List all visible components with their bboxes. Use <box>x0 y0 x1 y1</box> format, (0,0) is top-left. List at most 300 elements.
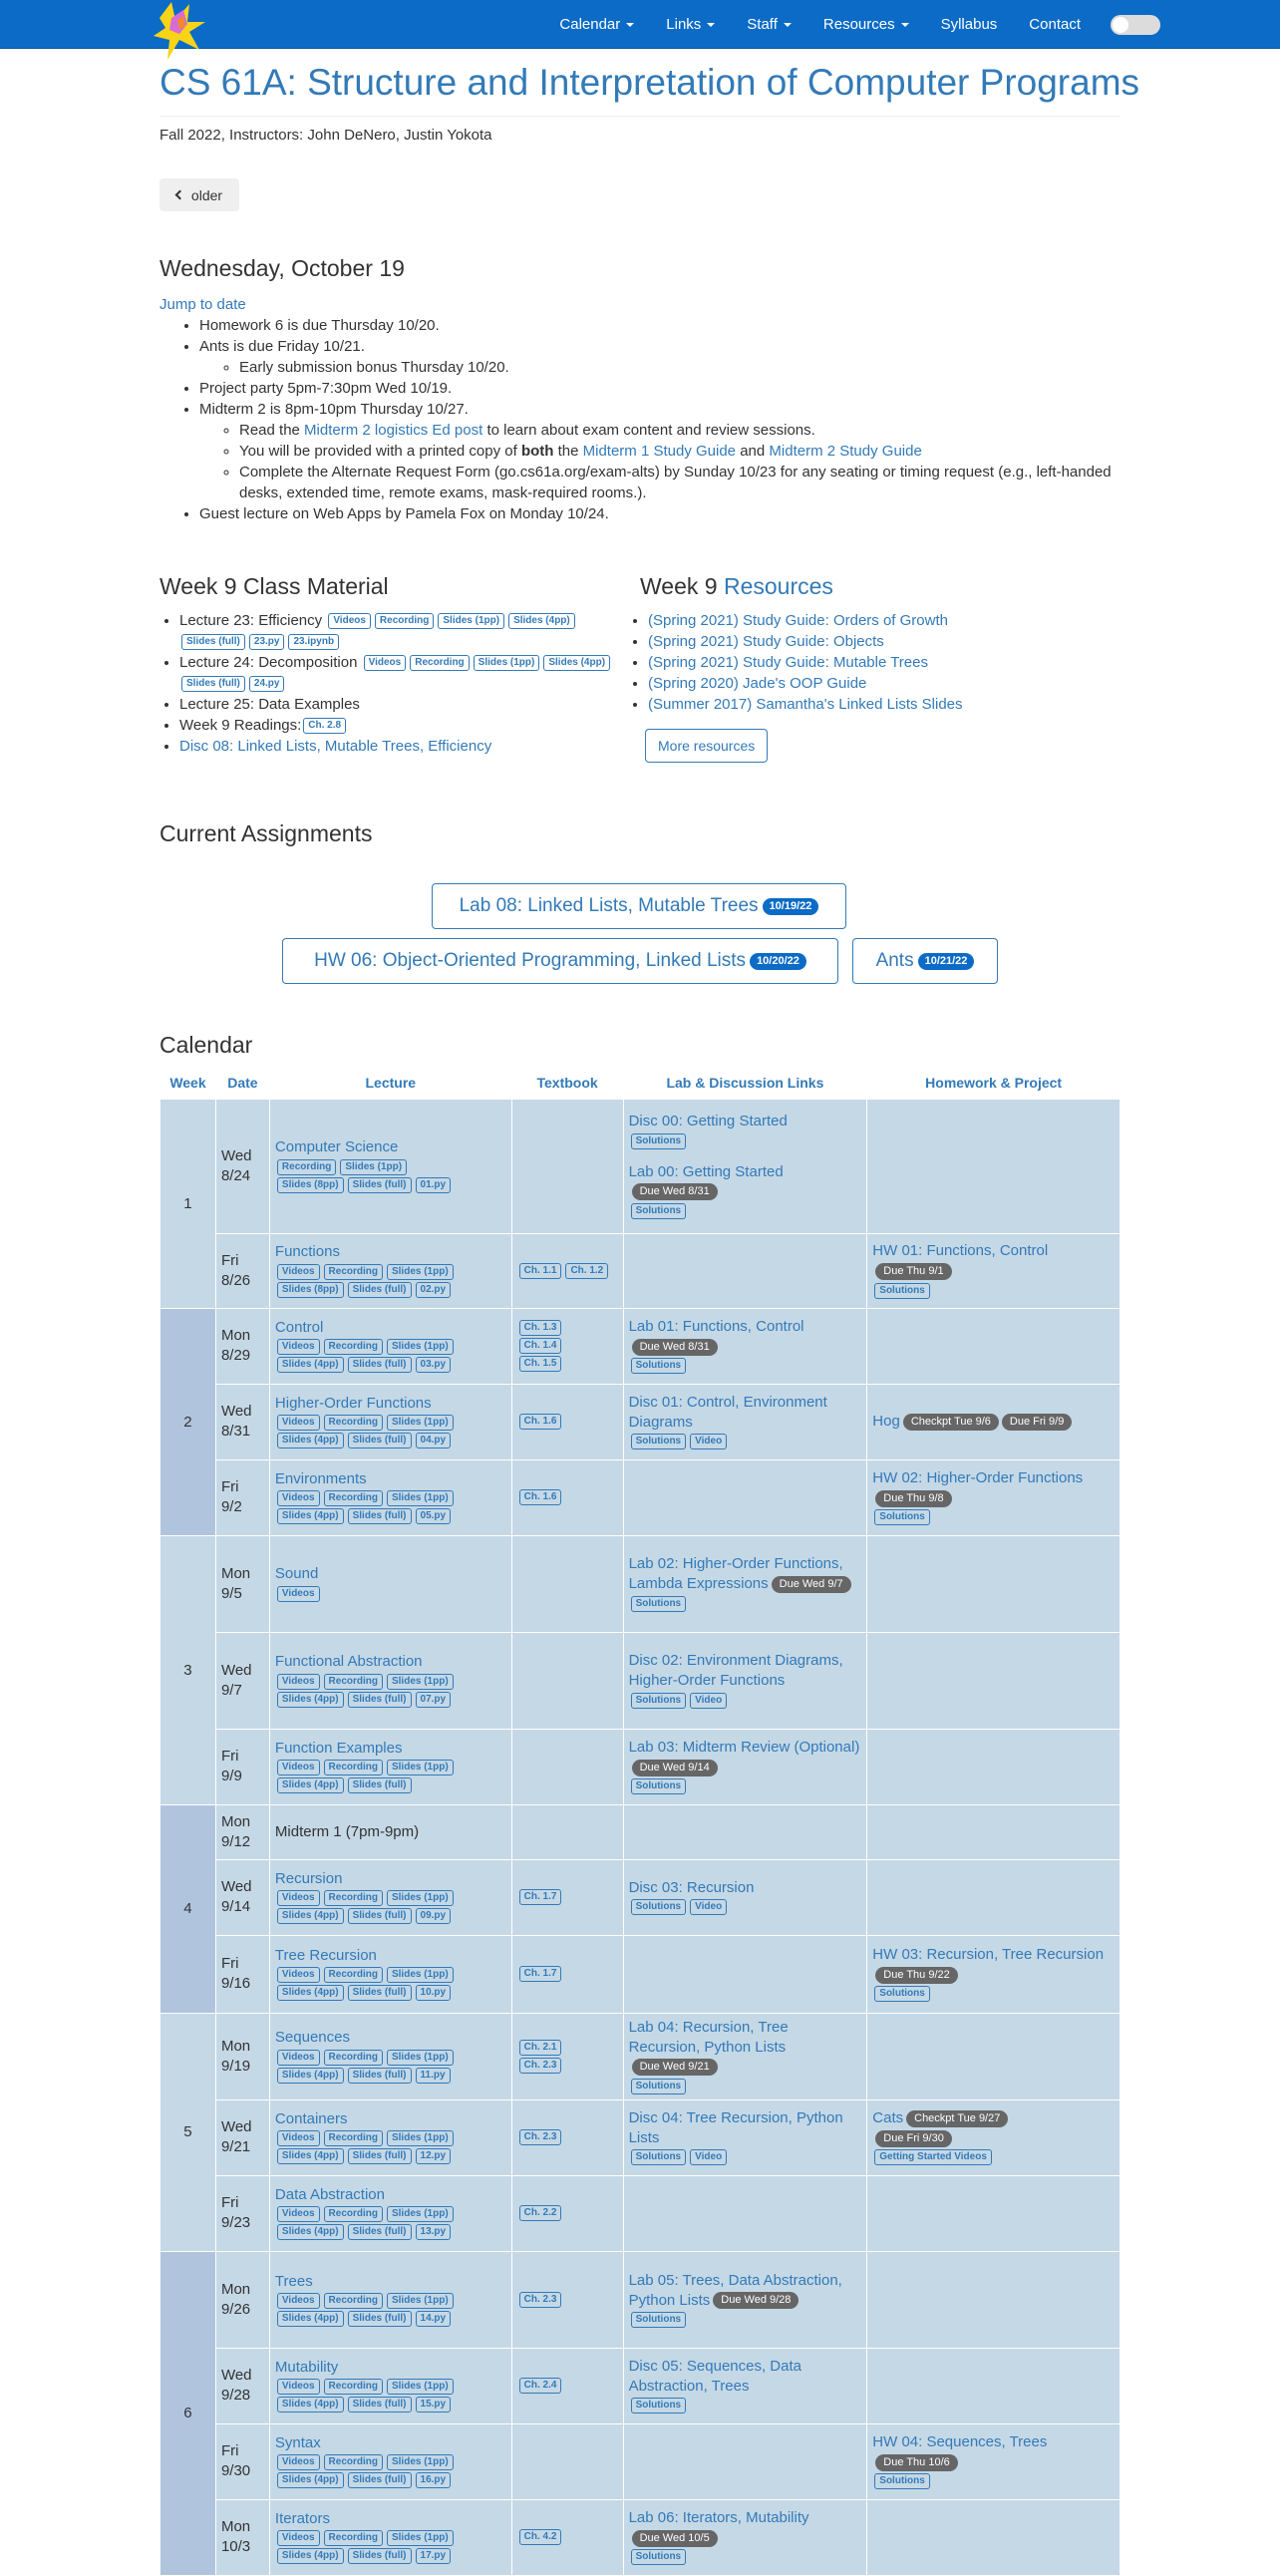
date-value: 9/26 <box>220 2300 251 2318</box>
slides-full-badge[interactable]: Slides (full) <box>348 1177 412 1193</box>
slides-4pp-badge[interactable]: Slides (4pp) <box>277 2148 344 2164</box>
midterm1-study-guide-link[interactable]: Midterm 1 Study Guide <box>582 443 737 460</box>
midterm2-study-guide-link[interactable]: Midterm 2 Study Guide <box>769 443 922 460</box>
ch-1-7-badge[interactable]: Ch. 1.7 <box>519 1966 562 1982</box>
videos-badge[interactable]: Videos <box>277 2379 320 2395</box>
lecture-link[interactable]: Recursion <box>274 1869 343 1887</box>
announcement-item: • Project party 5pm-7:30pm Wed 10/19. <box>199 378 1120 399</box>
slides-4pp-badge[interactable]: Slides (4pp) <box>277 1692 344 1708</box>
videos-badge[interactable]: Videos <box>277 2454 320 2470</box>
solutions-badge[interactable]: Solutions <box>631 1133 687 1149</box>
textbook-cell <box>511 1859 623 1935</box>
textbook-cell <box>511 2175 623 2251</box>
lab-link[interactable]: Disc 02: Environment Diagrams, Higher-Order Functions <box>628 1652 843 1690</box>
due-badge: 10/19/22 <box>763 898 819 915</box>
lecture-link[interactable]: Iterators <box>274 2510 330 2527</box>
lab-link[interactable]: Lab 00: Getting Started <box>628 1162 784 1180</box>
jump-to-date-link[interactable]: Jump to date <box>160 296 246 313</box>
recording-badge[interactable]: Recording <box>324 1490 383 1506</box>
ch-4-2-badge[interactable]: Ch. 4.2 <box>519 2529 562 2545</box>
due-date-badge: Due Wed 8/31 <box>632 1339 718 1356</box>
slides-full-badge[interactable]: Slides (full) <box>348 2548 412 2564</box>
lecture-item <box>179 652 638 694</box>
12-py-badge[interactable]: 12.py <box>416 2148 452 2164</box>
badge-row <box>275 1262 506 1280</box>
slides-1pp-badge[interactable]: Slides (1pp) <box>340 1159 407 1175</box>
date-day: Wed <box>220 1146 252 1164</box>
lab-link[interactable]: Lab 01: Functions, Control <box>628 1317 804 1335</box>
solutions-badge[interactable]: Solutions <box>631 2549 687 2565</box>
week-number: 4 <box>160 1804 216 2013</box>
recording-badge[interactable]: Recording <box>324 2050 383 2066</box>
nav-staff[interactable] <box>731 16 807 33</box>
slides-4pp-badge[interactable]: Slides (4pp) <box>277 1357 344 1373</box>
solutions-badge[interactable]: Solutions <box>631 2149 687 2165</box>
title-text: Week 9 <box>640 573 724 599</box>
lab-link[interactable]: Disc 03: Recursion <box>628 1878 755 1896</box>
ch-1-3-badge[interactable]: Ch. 1.3 <box>519 1320 562 1336</box>
getting-started-videos-badge[interactable]: Getting Started Videos <box>874 2149 992 2165</box>
solutions-badge[interactable]: Solutions <box>631 1358 687 1374</box>
13-py-badge[interactable]: 13.py <box>416 2224 452 2240</box>
lecture-link[interactable]: Functions <box>274 1243 340 1261</box>
slides-1pp-badge[interactable]: Slides (1pp) <box>387 1415 454 1431</box>
videos-badge[interactable]: Videos <box>277 2293 320 2309</box>
slides-1pp-badge[interactable]: Slides (1pp) <box>387 1967 454 1983</box>
badge-row <box>275 1507 506 1525</box>
lab-cell <box>623 1859 867 1935</box>
text-bold: both <box>520 443 554 460</box>
lecture-link[interactable]: Higher-Order Functions <box>274 1394 432 1412</box>
calendar-row <box>160 1535 1120 1632</box>
slides-full-badge[interactable]: Slides (full) <box>348 1908 412 1924</box>
07-py-badge[interactable]: 07.py <box>416 1692 452 1708</box>
date-cell <box>215 1729 269 1804</box>
badge-row <box>517 1888 618 1906</box>
homework-dates <box>872 2128 1115 2148</box>
date-cell <box>215 2348 269 2423</box>
slides-full-badge[interactable]: Slides (full) <box>348 1282 412 1298</box>
videos-badge[interactable]: Videos <box>277 2206 320 2222</box>
lecture-link[interactable]: Trees <box>274 2272 313 2290</box>
calendar-row <box>160 2499 1120 2575</box>
lecture-link[interactable]: Control <box>274 1318 324 1336</box>
midterm2-logistics-link[interactable]: Midterm 2 logistics Ed post <box>304 422 483 439</box>
videos-badge[interactable]: Videos <box>277 1490 320 1506</box>
lecture-link[interactable]: Tree Recursion <box>274 1946 377 1964</box>
week-resources-title <box>640 573 1119 600</box>
nav-menu <box>543 0 1160 49</box>
date-day: Mon <box>220 2518 251 2536</box>
badge-row <box>517 1488 618 1506</box>
nav-resources[interactable] <box>807 16 925 33</box>
recording-badge[interactable]: Recording <box>324 1339 383 1355</box>
ch-1-6-badge[interactable]: Ch. 1.6 <box>519 1489 562 1505</box>
homework-entry <box>872 1412 1115 1432</box>
ants-assignment-button[interactable] <box>852 938 998 984</box>
readings-item <box>179 715 638 736</box>
videos-badge[interactable]: Videos <box>277 2530 320 2546</box>
slides-1pp-badge[interactable]: Slides (1pp) <box>387 2206 454 2222</box>
homework-cell <box>867 1729 1120 1804</box>
date-day: Wed <box>220 2367 252 2385</box>
text: You will be provided with a printed copy of <box>239 443 521 460</box>
solutions-badge[interactable]: Solutions <box>874 2473 930 2489</box>
assignment-label: HW 06: Object-Oriented Programming, Linked Lists <box>314 950 747 971</box>
slides-1pp-badge[interactable]: Slides (1pp) <box>387 1339 454 1355</box>
slides-1pp-badge[interactable]: Slides (1pp) <box>387 1890 454 1906</box>
calendar-row <box>160 2013 1120 2099</box>
ch-2-1-badge[interactable]: Ch. 2.1 <box>519 2040 562 2056</box>
slides-8pp-badge[interactable]: Slides (8pp) <box>277 1282 344 1298</box>
01-py-badge[interactable]: 01.py <box>416 1177 452 1193</box>
solutions-badge[interactable]: Solutions <box>631 1596 687 1612</box>
lab-link[interactable]: Disc 05: Sequences, Data Abstraction, Trees <box>628 2358 801 2396</box>
slides-1pp-badge[interactable]: Slides (1pp) <box>387 2050 454 2066</box>
badge-row <box>275 1759 506 1776</box>
resource-link[interactable]: (Summer 2017) Samantha's Linked Lists Slides <box>648 696 963 713</box>
ch-2-2-badge[interactable]: Ch. 2.2 <box>519 2205 562 2221</box>
dark-mode-toggle[interactable] <box>1111 15 1160 35</box>
solutions-badge[interactable]: Solutions <box>874 1986 930 2002</box>
resource-link[interactable]: (Spring 2021) Study Guide: Orders of Growth <box>648 612 948 629</box>
date-cell <box>215 2499 269 2575</box>
slides-full-badge[interactable]: Slides (full) <box>348 2148 412 2164</box>
homework-link[interactable]: HW 01: Functions, Control <box>872 1242 1049 1260</box>
solutions-badge[interactable]: Solutions <box>631 1899 687 1915</box>
badge-row <box>275 2205 506 2223</box>
videos-badge[interactable]: Videos <box>277 1674 320 1690</box>
resource-link[interactable]: (Spring 2021) Study Guide: Mutable Trees <box>648 654 928 671</box>
02-py-badge[interactable]: 02.py <box>416 1282 452 1298</box>
recording-badge[interactable]: Recording <box>277 1159 336 1175</box>
slides-full-badge[interactable]: Slides (full) <box>348 2224 412 2240</box>
lab-link[interactable]: Lab 04: Recursion, Tree Recursion, Python Lists <box>628 2018 789 2056</box>
slides-1pp-badge[interactable]: Slides (1pp) <box>474 655 540 671</box>
recording-badge[interactable]: Recording <box>324 2530 383 2546</box>
lab-link[interactable]: Lab 06: Iterators, Mutability <box>628 2509 809 2527</box>
week-material-title: Week 9 Class Material <box>160 573 389 599</box>
slides-full-badge[interactable]: Slides (full) <box>181 634 245 650</box>
videos-badge[interactable]: Videos <box>277 1967 320 1983</box>
textbook-cell <box>511 1384 623 1459</box>
15-py-badge[interactable]: 15.py <box>416 2397 452 2413</box>
lab-cell <box>623 1308 867 1384</box>
recording-badge[interactable]: Recording <box>324 1674 383 1690</box>
date-badge: Due Fri 9/30 <box>875 2130 952 2147</box>
lab-entry <box>629 1162 862 1202</box>
videos-badge[interactable]: Videos <box>277 1339 320 1355</box>
homework-cell <box>867 1935 1120 2013</box>
week-material-list <box>160 610 638 757</box>
badge-row <box>275 2547 506 2565</box>
hw06-assignment-button[interactable] <box>282 938 838 984</box>
due-date-badge: Due Thu 9/1 <box>875 1263 951 1280</box>
code-badge[interactable]: 23.py <box>249 634 285 650</box>
04-py-badge[interactable]: 04.py <box>416 1433 452 1449</box>
slides-4pp-badge[interactable]: Slides (4pp) <box>277 2548 344 2564</box>
date-value: 9/9 <box>220 1768 242 1784</box>
slides-4pp-badge[interactable]: Slides (4pp) <box>277 1908 344 1924</box>
lab-link[interactable]: Lab 05: Trees, Data Abstraction, Python Lists <box>628 2271 842 2309</box>
nav-calendar[interactable] <box>543 16 650 33</box>
date-cell <box>215 1935 269 2013</box>
lecture-cell <box>269 1935 511 2013</box>
slides-4pp-badge[interactable]: Slides (4pp) <box>277 2311 344 2327</box>
homework-link[interactable]: Cats <box>872 2109 904 2127</box>
badge-row <box>629 1202 862 1220</box>
date-cell <box>215 2423 269 2499</box>
calendar-row <box>160 2423 1120 2499</box>
badge-row <box>629 1594 862 1612</box>
slides-4pp-badge[interactable]: Slides (4pp) <box>508 613 575 629</box>
videos-badge[interactable]: Videos <box>277 1415 320 1431</box>
14-py-badge[interactable]: 14.py <box>416 2311 452 2327</box>
slides-full-badge[interactable]: Slides (full) <box>348 2472 412 2488</box>
slides-1pp-badge[interactable]: Slides (1pp) <box>387 1760 454 1775</box>
16-py-badge[interactable]: 16.py <box>416 2472 452 2488</box>
homework-cell <box>867 1459 1120 1535</box>
lecture-link[interactable]: Function Examples <box>274 1739 403 1757</box>
lab-cell <box>623 1729 867 1804</box>
video-badge[interactable]: Video <box>690 2149 727 2165</box>
slides-1pp-badge[interactable]: Slides (1pp) <box>387 2454 454 2470</box>
cs61a-logo[interactable] <box>150 0 209 64</box>
calendar-row <box>160 1859 1120 1935</box>
badge-row <box>275 1907 506 1925</box>
videos-badge[interactable]: Videos <box>277 2050 320 2066</box>
homework-link[interactable]: HW 03: Recursion, Tree Recursion <box>872 1945 1105 1963</box>
toggle-knob <box>1113 17 1128 33</box>
disc08-link[interactable]: Disc 08: Linked Lists, Mutable Trees, Efficiency <box>179 738 492 755</box>
date-value: 9/12 <box>220 1832 251 1850</box>
slides-full-badge[interactable]: Slides (full) <box>348 2068 412 2084</box>
recording-badge[interactable]: Recording <box>324 2130 383 2146</box>
nav-syllabus[interactable] <box>925 16 1014 33</box>
slides-4pp-badge[interactable]: Slides (4pp) <box>277 2224 344 2240</box>
ch-1-5-badge[interactable]: Ch. 1.5 <box>519 1356 562 1372</box>
slides-1pp-badge[interactable]: Slides (1pp) <box>387 2130 454 2146</box>
ch-1-6-badge[interactable]: Ch. 1.6 <box>519 1414 562 1430</box>
due-badge: 10/20/22 <box>750 953 806 970</box>
date-day: Mon <box>220 2280 251 2298</box>
videos-badge[interactable]: Videos <box>277 1890 320 1906</box>
badge-row <box>275 2048 506 2066</box>
lecture-link[interactable]: Sequences <box>274 2029 350 2047</box>
badge-row <box>275 1966 506 1984</box>
slides-4pp-badge[interactable]: Slides (4pp) <box>277 1985 344 2001</box>
nav-links[interactable] <box>650 16 731 33</box>
solutions-badge[interactable]: Solutions <box>874 1509 930 1525</box>
ch-1-1-badge[interactable]: Ch. 1.1 <box>519 1263 562 1279</box>
videos-badge[interactable]: Videos <box>328 613 371 629</box>
videos-badge[interactable]: Videos <box>277 1264 320 1280</box>
resources-link[interactable]: Resources <box>723 573 833 599</box>
slides-4pp-badge[interactable]: Slides (4pp) <box>277 2068 344 2084</box>
recording-badge[interactable]: Recording <box>324 1760 383 1775</box>
chapter-badge[interactable]: Ch. 2.8 <box>303 718 346 734</box>
older-button[interactable] <box>160 178 239 211</box>
date-cell <box>215 2013 269 2099</box>
ch-2-3-badge[interactable]: Ch. 2.3 <box>519 2292 562 2308</box>
slides-4pp-badge[interactable]: Slides (4pp) <box>543 655 610 671</box>
slides-full-badge[interactable]: Slides (full) <box>348 1433 412 1449</box>
badge-row <box>629 1357 862 1375</box>
slides-1pp-badge[interactable]: Slides (1pp) <box>387 1264 454 1280</box>
17-py-badge[interactable]: 17.py <box>416 2548 452 2564</box>
homework-cell <box>867 2499 1120 2575</box>
solutions-badge[interactable]: Solutions <box>631 1693 687 1709</box>
05-py-badge[interactable]: 05.py <box>416 1508 452 1524</box>
solutions-badge[interactable]: Solutions <box>631 2312 687 2328</box>
announcement <box>160 255 1120 524</box>
videos-badge[interactable]: Videos <box>277 1760 320 1775</box>
slides-1pp-badge[interactable]: Slides (1pp) <box>438 613 504 629</box>
lecture-link[interactable]: Sound <box>274 1565 319 1583</box>
lecture-item: • Lecture 25: Data Examples <box>179 694 638 715</box>
date-value: 9/5 <box>220 1584 242 1602</box>
resource-link[interactable]: (Spring 2020) Jade's OOP Guide <box>648 675 867 692</box>
lecture-link[interactable]: Containers <box>274 2110 348 2127</box>
slides-1pp-badge[interactable]: Slides (1pp) <box>387 2530 454 2546</box>
slides-full-badge[interactable]: Slides (full) <box>348 1777 412 1793</box>
homework-cell <box>867 2175 1120 2251</box>
date-cell <box>215 1459 269 1535</box>
slides-4pp-badge[interactable]: Slides (4pp) <box>277 1508 344 1524</box>
slides-1pp-badge[interactable]: Slides (1pp) <box>387 1674 454 1690</box>
calendar-table <box>160 1067 1120 2576</box>
slides-full-badge[interactable]: Slides (full) <box>348 1692 412 1708</box>
lab-link[interactable]: Lab 02: Higher-Order Functions, Lambda Expressions <box>628 1555 843 1593</box>
recording-badge[interactable]: Recording <box>375 613 434 629</box>
more-resources-button[interactable]: More resources <box>645 729 768 763</box>
lecture-link[interactable]: Environments <box>274 1469 367 1487</box>
slides-full-badge[interactable]: Slides (full) <box>348 1508 412 1524</box>
badge-row <box>629 1131 862 1149</box>
videos-badge[interactable]: Videos <box>277 2130 320 2146</box>
recording-badge[interactable]: Recording <box>324 2206 383 2222</box>
solutions-badge[interactable]: Solutions <box>631 1778 687 1794</box>
lab-entry <box>629 1317 862 1357</box>
video-badge[interactable]: Video <box>690 1693 727 1709</box>
lecture-link[interactable]: Mutability <box>274 2359 339 2376</box>
badge-row <box>629 2311 862 2329</box>
videos-badge[interactable]: Videos <box>277 1586 320 1602</box>
lab-entry <box>629 2357 862 2397</box>
ch-1-2-badge[interactable]: Ch. 1.2 <box>565 1263 608 1279</box>
date-badge: Checkpt Tue 9/6 <box>903 1414 999 1431</box>
slides-full-badge[interactable]: Slides (full) <box>348 2311 412 2327</box>
slides-full-badge[interactable]: Slides (full) <box>348 2397 412 2413</box>
lab08-assignment-button[interactable] <box>432 883 846 929</box>
recording-badge[interactable]: Recording <box>324 2454 383 2470</box>
homework-link[interactable]: HW 02: Higher-Order Functions <box>872 1468 1084 1486</box>
recording-badge[interactable]: Recording <box>324 1264 383 1280</box>
recording-badge[interactable]: Recording <box>410 655 469 671</box>
nav-syllabus-label: Syllabus <box>940 16 998 33</box>
recording-badge[interactable]: Recording <box>324 1415 383 1431</box>
recording-badge[interactable]: Recording <box>324 1967 383 1983</box>
slides-1pp-badge[interactable]: Slides (1pp) <box>387 2293 454 2309</box>
date-day: Wed <box>220 1661 252 1679</box>
notebook-badge[interactable]: 23.ipynb <box>288 634 339 650</box>
solutions-badge[interactable]: Solutions <box>874 1283 930 1299</box>
solutions-badge[interactable]: Solutions <box>631 2398 687 2414</box>
slides-4pp-badge[interactable]: Slides (4pp) <box>277 1777 344 1793</box>
textbook-cell <box>511 1535 623 1632</box>
solutions-badge[interactable]: Solutions <box>631 1434 687 1449</box>
text: Read the <box>239 422 305 439</box>
ch-2-3-badge[interactable]: Ch. 2.3 <box>519 2129 562 2145</box>
recording-badge[interactable]: Recording <box>324 2293 383 2309</box>
lecture-link[interactable]: Data Abstraction <box>274 2186 385 2203</box>
date-badge: Checkpt Tue 9/27 <box>906 2110 1008 2127</box>
lecture-cell <box>269 2175 511 2251</box>
slides-1pp-badge[interactable]: Slides (1pp) <box>387 1490 454 1506</box>
recording-badge[interactable]: Recording <box>324 2379 383 2395</box>
homework-link[interactable]: HW 04: Sequences, Trees <box>872 2433 1048 2451</box>
03-py-badge[interactable]: 03.py <box>416 1357 452 1373</box>
lab-link[interactable]: Lab 03: Midterm Review (Optional) <box>628 1738 860 1756</box>
textbook-cell <box>511 2423 623 2499</box>
slides-full-badge[interactable]: Slides (full) <box>348 1985 412 2001</box>
slides-8pp-badge[interactable]: Slides (8pp) <box>277 1177 344 1193</box>
date-value: 9/14 <box>220 1898 251 1915</box>
recording-badge[interactable]: Recording <box>324 1890 383 1906</box>
ch-2-3-badge[interactable]: Ch. 2.3 <box>519 2058 562 2074</box>
announcement-item: • Homework 6 is due Thursday 10/20. <box>199 315 1120 336</box>
announcement-list <box>160 315 1120 524</box>
ch-1-7-badge[interactable]: Ch. 1.7 <box>519 1889 562 1905</box>
videos-badge[interactable]: Videos <box>364 655 407 671</box>
announcement-item <box>199 336 1120 378</box>
code-badge[interactable]: 24.py <box>249 676 285 692</box>
slides-full-badge[interactable]: Slides (full) <box>181 676 245 692</box>
10-py-badge[interactable]: 10.py <box>416 1985 452 2001</box>
video-badge[interactable]: Video <box>690 1899 727 1915</box>
lecture-link[interactable]: Syntax <box>274 2434 321 2451</box>
lab-link[interactable]: Disc 00: Getting Started <box>628 1113 788 1130</box>
lecture-cell <box>269 1859 511 1935</box>
lab-link[interactable]: Disc 04: Tree Recursion, Python Lists <box>628 2109 843 2147</box>
homework-link[interactable]: Hog <box>872 1413 900 1430</box>
solutions-badge[interactable]: Solutions <box>631 1203 687 1219</box>
lab-link[interactable]: Disc 01: Control, Environment Diagrams <box>628 1393 827 1431</box>
09-py-badge[interactable]: 09.py <box>416 1908 452 1924</box>
text: the <box>553 443 583 460</box>
lecture-link[interactable]: Functional Abstraction <box>274 1653 423 1671</box>
nav-contact[interactable] <box>1013 16 1097 33</box>
slides-full-badge[interactable]: Slides (full) <box>348 1357 412 1373</box>
ch-1-4-badge[interactable]: Ch. 1.4 <box>519 1338 562 1354</box>
slides-4pp-badge[interactable]: Slides (4pp) <box>277 2472 344 2488</box>
11-py-badge[interactable]: 11.py <box>416 2068 451 2084</box>
text: to learn about exam content and review sessions. <box>482 422 815 439</box>
slides-4pp-badge[interactable]: Slides (4pp) <box>277 1433 344 1449</box>
title-divider <box>160 116 1120 117</box>
ch-2-4-badge[interactable]: Ch. 2.4 <box>519 2378 562 2394</box>
video-badge[interactable]: Video <box>690 1434 727 1449</box>
date-cell <box>215 1308 269 1384</box>
lab-entry <box>629 1393 862 1433</box>
slides-4pp-badge[interactable]: Slides (4pp) <box>277 2397 344 2413</box>
textbook-cell <box>511 1729 623 1804</box>
date-day: Mon <box>220 2037 251 2055</box>
solutions-badge[interactable]: Solutions <box>631 2079 687 2094</box>
lecture-link[interactable]: Computer Science <box>274 1138 399 1156</box>
resource-link[interactable]: (Spring 2021) Study Guide: Objects <box>648 633 884 650</box>
slides-1pp-badge[interactable]: Slides (1pp) <box>387 2379 454 2395</box>
